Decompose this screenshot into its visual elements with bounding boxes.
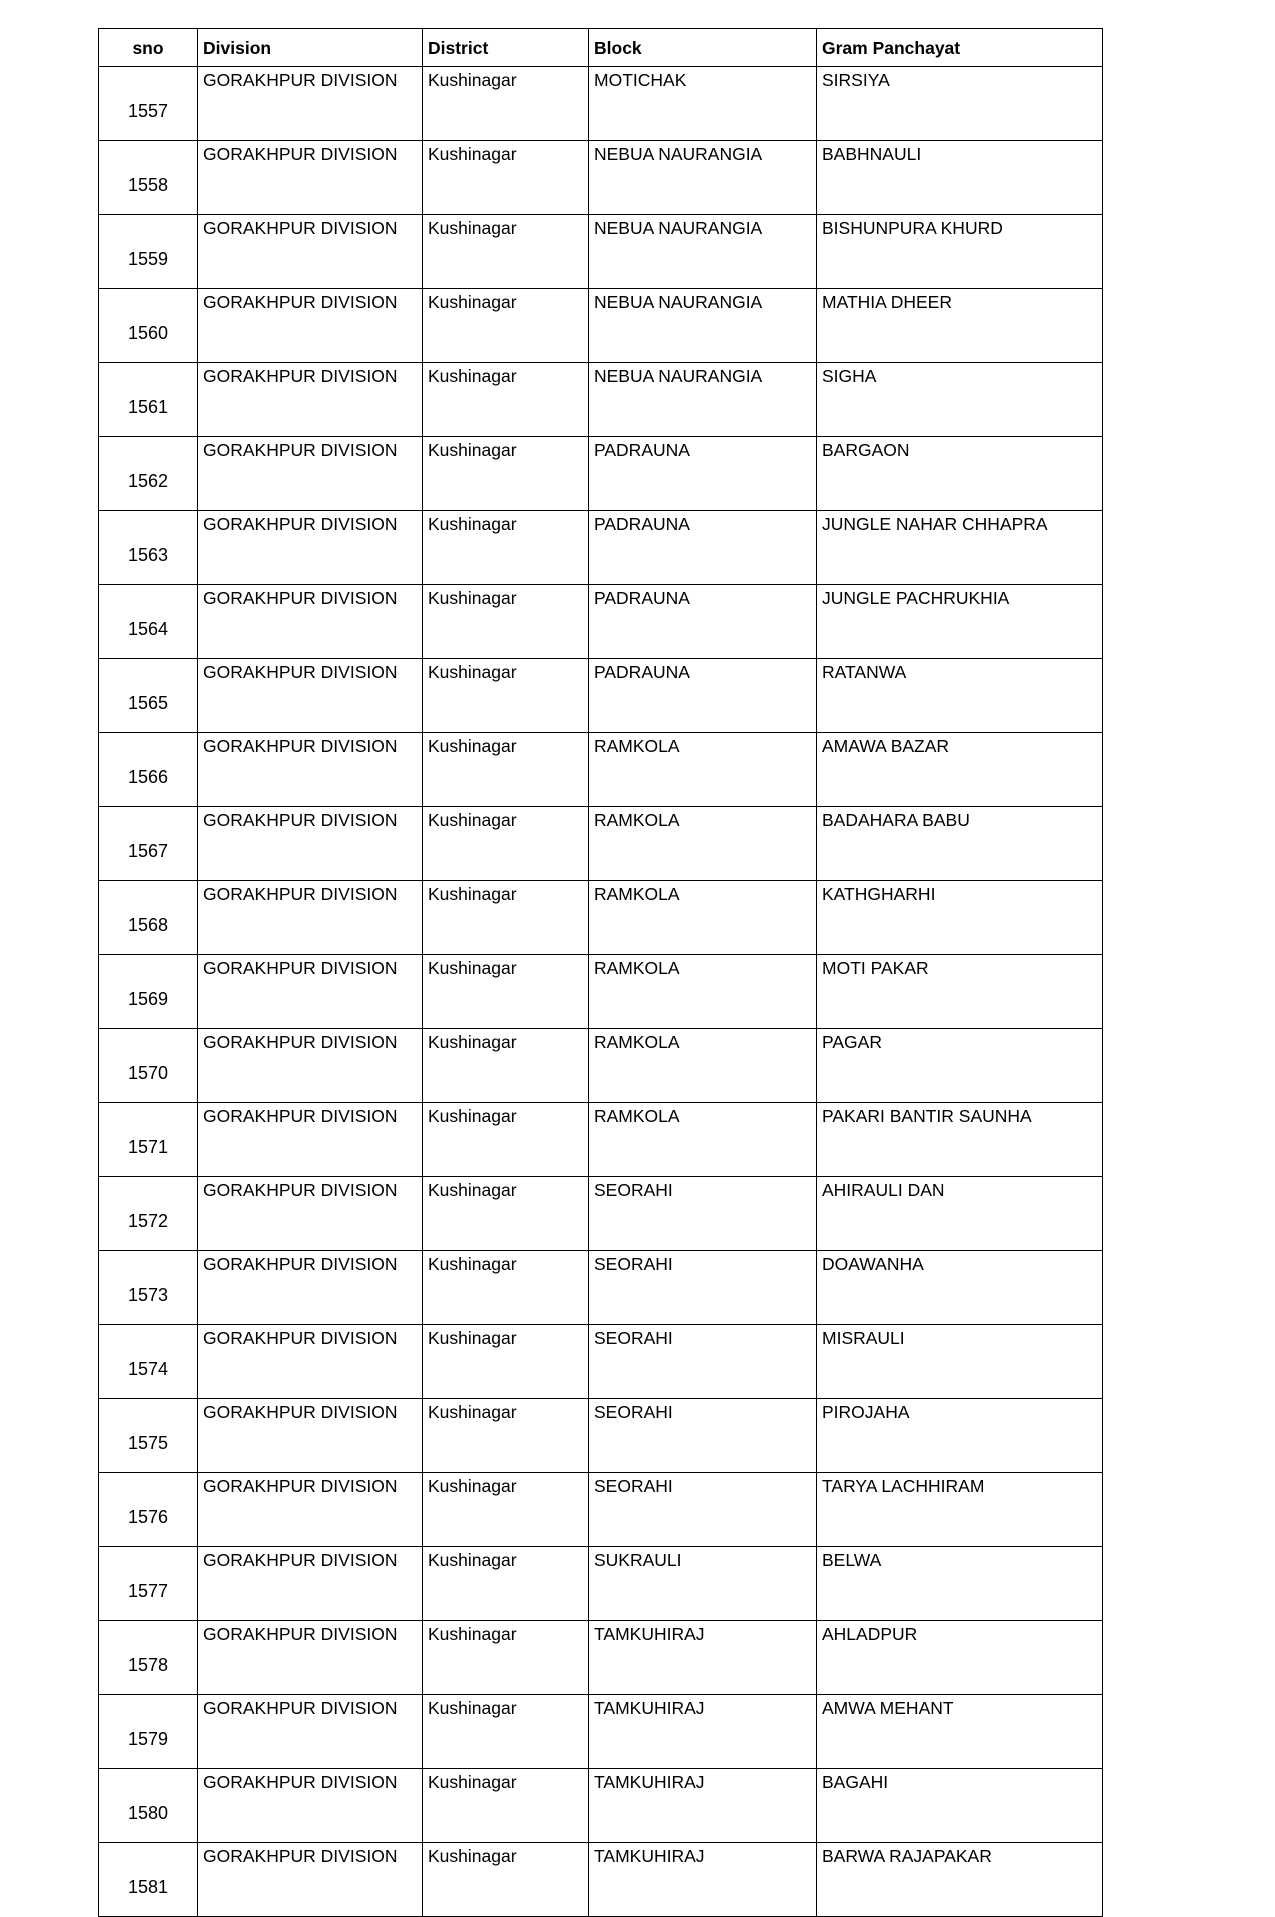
- cell-district: Kushinagar: [423, 659, 589, 733]
- cell-gram_panchayat: MATHIA DHEER: [817, 289, 1103, 363]
- cell-division: GORAKHPUR DIVISION: [198, 1251, 423, 1325]
- table-row: [99, 1103, 1103, 1177]
- table-row: [99, 141, 1103, 215]
- table-row: [99, 585, 1103, 659]
- cell-gram_panchayat: PAGAR: [817, 1029, 1103, 1103]
- column-header-district: District: [423, 29, 589, 67]
- cell-block: RAMKOLA: [589, 807, 817, 881]
- cell-block: TAMKUHIRAJ: [589, 1769, 817, 1843]
- cell-block: NEBUA NAURANGIA: [589, 215, 817, 289]
- cell-sno: 1560: [99, 289, 198, 363]
- cell-district: Kushinagar: [423, 1325, 589, 1399]
- cell-sno: 1558: [99, 141, 198, 215]
- cell-division: GORAKHPUR DIVISION: [198, 955, 423, 1029]
- cell-district: Kushinagar: [423, 1695, 589, 1769]
- cell-sno: 1568: [99, 881, 198, 955]
- cell-gram_panchayat: AHIRAULI DAN: [817, 1177, 1103, 1251]
- cell-block: NEBUA NAURANGIA: [589, 363, 817, 437]
- cell-sno: 1580: [99, 1769, 198, 1843]
- cell-sno: 1579: [99, 1695, 198, 1769]
- cell-sno: 1571: [99, 1103, 198, 1177]
- cell-sno: 1581: [99, 1843, 198, 1917]
- cell-division: GORAKHPUR DIVISION: [198, 1843, 423, 1917]
- table-row: [99, 1695, 1103, 1769]
- cell-sno: 1577: [99, 1547, 198, 1621]
- cell-gram_panchayat: RATANWA: [817, 659, 1103, 733]
- cell-division: GORAKHPUR DIVISION: [198, 511, 423, 585]
- table-row: [99, 1769, 1103, 1843]
- cell-block: TAMKUHIRAJ: [589, 1843, 817, 1917]
- cell-division: GORAKHPUR DIVISION: [198, 1103, 423, 1177]
- table-row: [99, 289, 1103, 363]
- cell-district: Kushinagar: [423, 511, 589, 585]
- table-header: [99, 29, 1103, 67]
- cell-block: SEORAHI: [589, 1325, 817, 1399]
- gram-panchayat-table: [98, 28, 1103, 1917]
- cell-block: PADRAUNA: [589, 511, 817, 585]
- cell-gram_panchayat: SIGHA: [817, 363, 1103, 437]
- cell-division: GORAKHPUR DIVISION: [198, 1029, 423, 1103]
- cell-gram_panchayat: MISRAULI: [817, 1325, 1103, 1399]
- cell-gram_panchayat: BABHNAULI: [817, 141, 1103, 215]
- cell-district: Kushinagar: [423, 1399, 589, 1473]
- cell-sno: 1570: [99, 1029, 198, 1103]
- cell-block: PADRAUNA: [589, 437, 817, 511]
- cell-gram_panchayat: DOAWANHA: [817, 1251, 1103, 1325]
- cell-division: GORAKHPUR DIVISION: [198, 289, 423, 363]
- cell-division: GORAKHPUR DIVISION: [198, 585, 423, 659]
- cell-gram_panchayat: BARWA RAJAPAKAR: [817, 1843, 1103, 1917]
- table-row: [99, 215, 1103, 289]
- cell-district: Kushinagar: [423, 1621, 589, 1695]
- cell-gram_panchayat: BADAHARA BABU: [817, 807, 1103, 881]
- cell-block: PADRAUNA: [589, 659, 817, 733]
- column-header-block: Block: [589, 29, 817, 67]
- cell-gram_panchayat: BISHUNPURA KHURD: [817, 215, 1103, 289]
- cell-block: RAMKOLA: [589, 1103, 817, 1177]
- cell-block: SEORAHI: [589, 1399, 817, 1473]
- table-row: [99, 511, 1103, 585]
- document-page: [98, 28, 1102, 1917]
- cell-district: Kushinagar: [423, 881, 589, 955]
- cell-district: Kushinagar: [423, 1177, 589, 1251]
- table-row: [99, 1399, 1103, 1473]
- cell-division: GORAKHPUR DIVISION: [198, 1399, 423, 1473]
- cell-division: GORAKHPUR DIVISION: [198, 437, 423, 511]
- table-row: [99, 1473, 1103, 1547]
- table-row: [99, 955, 1103, 1029]
- column-header-gram-panchayat: Gram Panchayat: [817, 29, 1103, 67]
- cell-gram_panchayat: PAKARI BANTIR SAUNHA: [817, 1103, 1103, 1177]
- cell-division: GORAKHPUR DIVISION: [198, 1547, 423, 1621]
- cell-sno: 1565: [99, 659, 198, 733]
- cell-district: Kushinagar: [423, 363, 589, 437]
- cell-block: PADRAUNA: [589, 585, 817, 659]
- cell-district: Kushinagar: [423, 1103, 589, 1177]
- cell-district: Kushinagar: [423, 1473, 589, 1547]
- table-row: [99, 1251, 1103, 1325]
- cell-sno: 1566: [99, 733, 198, 807]
- cell-district: Kushinagar: [423, 807, 589, 881]
- cell-gram_panchayat: AMWA MEHANT: [817, 1695, 1103, 1769]
- cell-block: SEORAHI: [589, 1251, 817, 1325]
- cell-division: GORAKHPUR DIVISION: [198, 733, 423, 807]
- column-header-sno: sno: [99, 29, 198, 67]
- cell-block: RAMKOLA: [589, 733, 817, 807]
- cell-division: GORAKHPUR DIVISION: [198, 363, 423, 437]
- cell-district: Kushinagar: [423, 289, 589, 363]
- cell-division: GORAKHPUR DIVISION: [198, 881, 423, 955]
- cell-gram_panchayat: AHLADPUR: [817, 1621, 1103, 1695]
- cell-division: GORAKHPUR DIVISION: [198, 1695, 423, 1769]
- table-row: [99, 1843, 1103, 1917]
- cell-sno: 1557: [99, 67, 198, 141]
- cell-gram_panchayat: TARYA LACHHIRAM: [817, 1473, 1103, 1547]
- cell-division: GORAKHPUR DIVISION: [198, 1621, 423, 1695]
- cell-district: Kushinagar: [423, 585, 589, 659]
- cell-block: SUKRAULI: [589, 1547, 817, 1621]
- cell-division: GORAKHPUR DIVISION: [198, 659, 423, 733]
- cell-sno: 1561: [99, 363, 198, 437]
- cell-block: NEBUA NAURANGIA: [589, 141, 817, 215]
- cell-gram_panchayat: PIROJAHA: [817, 1399, 1103, 1473]
- table-row: [99, 363, 1103, 437]
- cell-block: SEORAHI: [589, 1177, 817, 1251]
- table-row: [99, 1325, 1103, 1399]
- table-row: [99, 807, 1103, 881]
- cell-gram_panchayat: BARGAON: [817, 437, 1103, 511]
- cell-division: GORAKHPUR DIVISION: [198, 67, 423, 141]
- cell-sno: 1575: [99, 1399, 198, 1473]
- table-row: [99, 1177, 1103, 1251]
- table-row: [99, 733, 1103, 807]
- cell-district: Kushinagar: [423, 141, 589, 215]
- cell-block: TAMKUHIRAJ: [589, 1621, 817, 1695]
- column-header-division: Division: [198, 29, 423, 67]
- cell-division: GORAKHPUR DIVISION: [198, 215, 423, 289]
- cell-sno: 1578: [99, 1621, 198, 1695]
- cell-division: GORAKHPUR DIVISION: [198, 1473, 423, 1547]
- cell-district: Kushinagar: [423, 955, 589, 1029]
- cell-district: Kushinagar: [423, 67, 589, 141]
- cell-division: GORAKHPUR DIVISION: [198, 1325, 423, 1399]
- cell-sno: 1567: [99, 807, 198, 881]
- table-row: [99, 437, 1103, 511]
- cell-gram_panchayat: BAGAHI: [817, 1769, 1103, 1843]
- cell-division: GORAKHPUR DIVISION: [198, 1177, 423, 1251]
- table-body: [99, 67, 1103, 1917]
- cell-district: Kushinagar: [423, 1547, 589, 1621]
- cell-district: Kushinagar: [423, 733, 589, 807]
- cell-block: SEORAHI: [589, 1473, 817, 1547]
- cell-division: GORAKHPUR DIVISION: [198, 141, 423, 215]
- cell-gram_panchayat: AMAWA BAZAR: [817, 733, 1103, 807]
- cell-sno: 1574: [99, 1325, 198, 1399]
- cell-district: Kushinagar: [423, 437, 589, 511]
- table-row: [99, 659, 1103, 733]
- cell-gram_panchayat: JUNGLE NAHAR CHHAPRA: [817, 511, 1103, 585]
- cell-sno: 1559: [99, 215, 198, 289]
- cell-gram_panchayat: BELWA: [817, 1547, 1103, 1621]
- cell-district: Kushinagar: [423, 1029, 589, 1103]
- cell-block: RAMKOLA: [589, 955, 817, 1029]
- cell-district: Kushinagar: [423, 1843, 589, 1917]
- cell-sno: 1564: [99, 585, 198, 659]
- table-row: [99, 1029, 1103, 1103]
- cell-block: TAMKUHIRAJ: [589, 1695, 817, 1769]
- table-row: [99, 67, 1103, 141]
- cell-sno: 1569: [99, 955, 198, 1029]
- cell-division: GORAKHPUR DIVISION: [198, 1769, 423, 1843]
- cell-sno: 1563: [99, 511, 198, 585]
- cell-gram_panchayat: JUNGLE PACHRUKHIA: [817, 585, 1103, 659]
- table-header-row: [99, 29, 1103, 67]
- table-row: [99, 881, 1103, 955]
- cell-sno: 1573: [99, 1251, 198, 1325]
- table-row: [99, 1547, 1103, 1621]
- cell-district: Kushinagar: [423, 215, 589, 289]
- cell-district: Kushinagar: [423, 1251, 589, 1325]
- cell-sno: 1572: [99, 1177, 198, 1251]
- table-row: [99, 1621, 1103, 1695]
- cell-district: Kushinagar: [423, 1769, 589, 1843]
- cell-gram_panchayat: KATHGHARHI: [817, 881, 1103, 955]
- cell-block: RAMKOLA: [589, 881, 817, 955]
- cell-block: NEBUA NAURANGIA: [589, 289, 817, 363]
- cell-sno: 1576: [99, 1473, 198, 1547]
- cell-gram_panchayat: SIRSIYA: [817, 67, 1103, 141]
- cell-sno: 1562: [99, 437, 198, 511]
- cell-division: GORAKHPUR DIVISION: [198, 807, 423, 881]
- cell-gram_panchayat: MOTI PAKAR: [817, 955, 1103, 1029]
- cell-block: RAMKOLA: [589, 1029, 817, 1103]
- cell-block: MOTICHAK: [589, 67, 817, 141]
